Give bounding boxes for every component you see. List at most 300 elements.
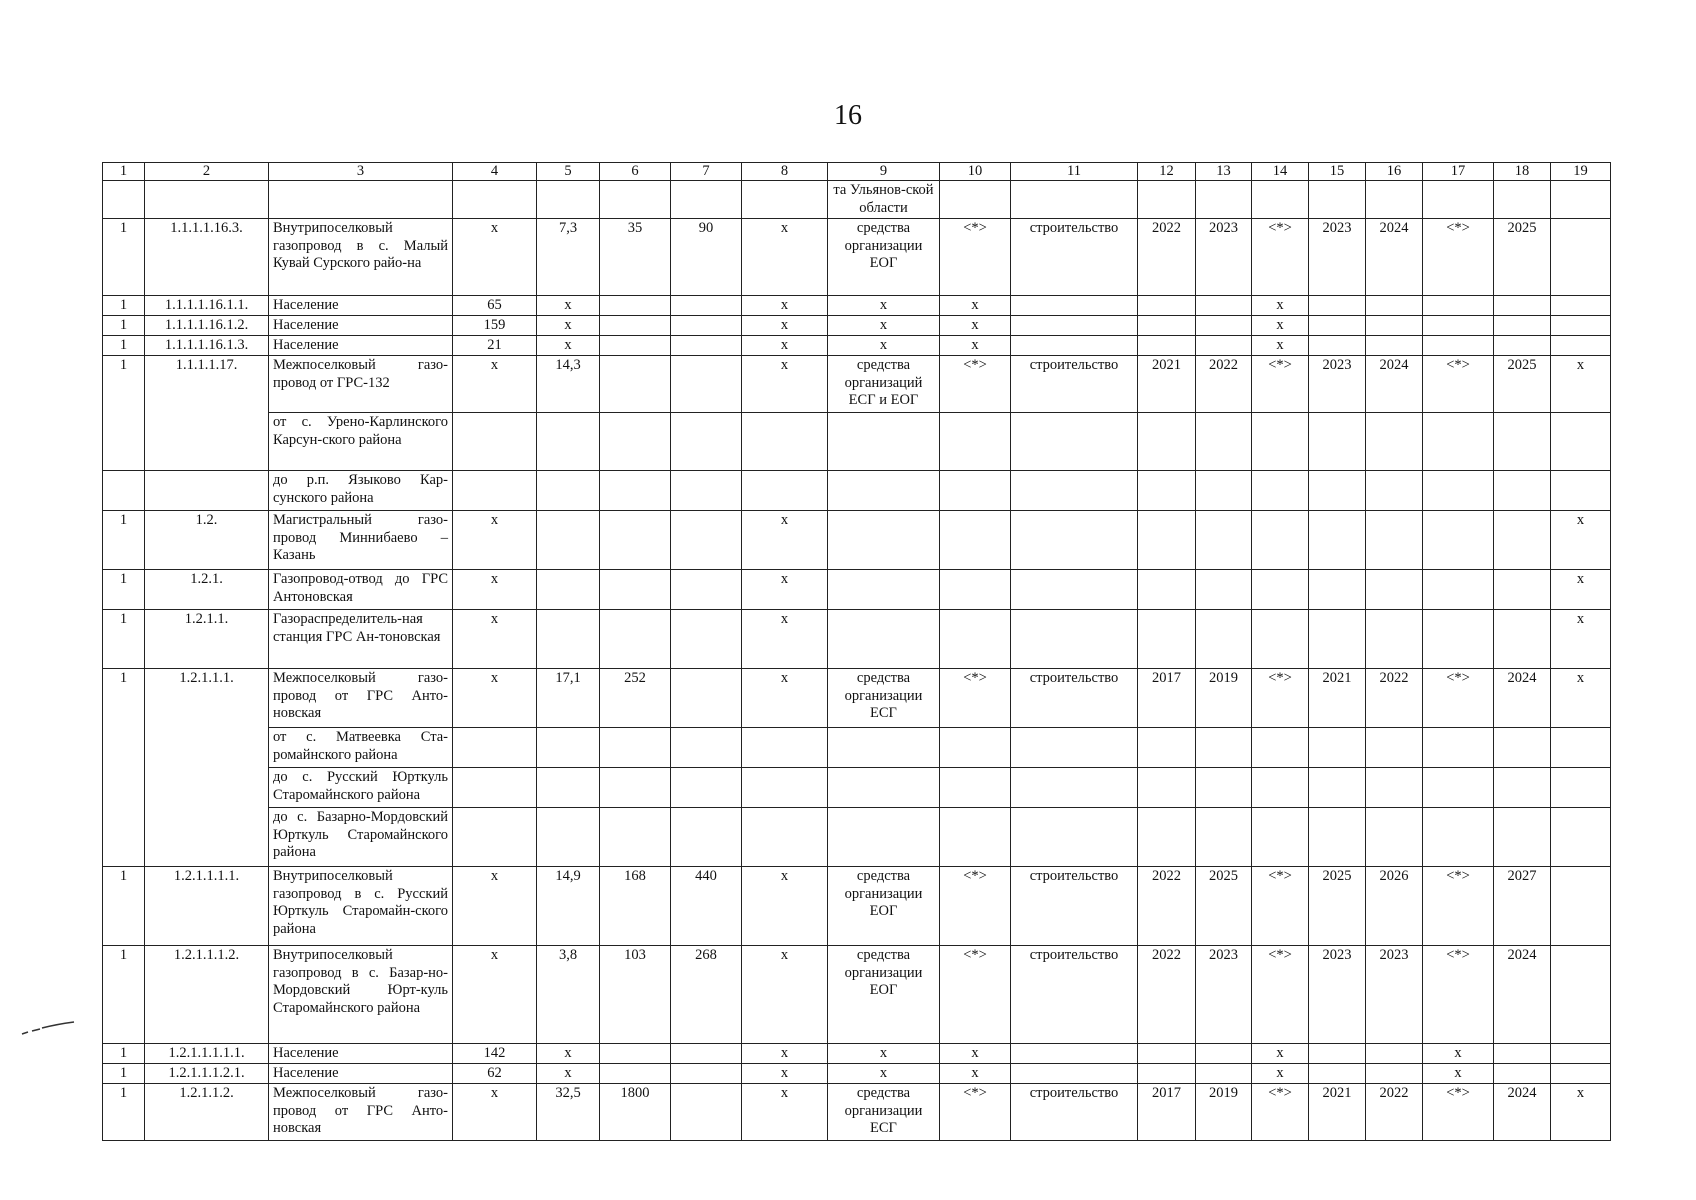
table-cell: <*> (940, 669, 1011, 728)
table-cell (1423, 728, 1494, 768)
table-cell (671, 471, 742, 511)
table-cell: строительство (1011, 356, 1138, 413)
table-cell (1494, 1044, 1551, 1064)
table-cell: от с. Урено-Карлинского Карсун-ского района (269, 413, 453, 471)
table-cell (1423, 296, 1494, 316)
table-cell: средства организации ЕСГ (828, 1084, 940, 1141)
table-cell (103, 413, 145, 471)
table-cell (145, 181, 269, 219)
table-cell: 2017 (1138, 1084, 1196, 1141)
pen-mark (18, 1020, 78, 1040)
table-cell (537, 768, 600, 808)
table-cell (103, 181, 145, 219)
table-cell: 2022 (1366, 1084, 1423, 1141)
table-cell: 2024 (1494, 1084, 1551, 1141)
table-cell (671, 316, 742, 336)
table-cell (1423, 570, 1494, 610)
table-cell: Внутрипоселковый газопровод в с. Малый Кувай Сурского райо-на (269, 219, 453, 296)
table-cell: 1 (103, 610, 145, 669)
table-cell (600, 1064, 671, 1084)
table-cell (671, 610, 742, 669)
table-cell: Магистральный газо-провод Миннибаево – Казань (269, 511, 453, 570)
table-cell (671, 1044, 742, 1064)
table-cell (1366, 610, 1423, 669)
table-cell (537, 808, 600, 867)
table-cell (940, 570, 1011, 610)
table-cell (1309, 316, 1366, 336)
table-cell: 2023 (1309, 946, 1366, 1044)
table-cell (1551, 413, 1611, 471)
table-cell (1252, 570, 1309, 610)
table-cell: 1.2.1. (145, 570, 269, 610)
table-cell (453, 413, 537, 471)
table-cell (1551, 471, 1611, 511)
table-cell: х (828, 336, 940, 356)
table-cell (1494, 808, 1551, 867)
table-cell (1011, 1044, 1138, 1064)
table-cell (742, 808, 828, 867)
table-cell: Население (269, 336, 453, 356)
table-cell (453, 768, 537, 808)
table-cell (1138, 316, 1196, 336)
table-cell: х (742, 1064, 828, 1084)
table-cell: 1 (103, 570, 145, 610)
table-cell (828, 768, 940, 808)
table-cell: 1.2.1.1.1.1.1. (145, 1044, 269, 1064)
table-cell (828, 511, 940, 570)
table-cell (145, 768, 269, 808)
table-cell: 1.1.1.1.17. (145, 356, 269, 413)
table-cell (671, 181, 742, 219)
table-cell: х (1423, 1044, 1494, 1064)
table-cell (453, 808, 537, 867)
table-cell: х (453, 946, 537, 1044)
table-cell: х (1252, 316, 1309, 336)
header-cell: 1 (103, 163, 145, 181)
table-cell (1551, 316, 1611, 336)
table-cell (537, 728, 600, 768)
table-cell: х (1551, 511, 1611, 570)
table-cell: <*> (940, 946, 1011, 1044)
table-cell (940, 728, 1011, 768)
table-cell (537, 471, 600, 511)
table-cell (1138, 728, 1196, 768)
table-cell (537, 413, 600, 471)
table-cell: Газораспределитель-ная станция ГРС Ан-тоновская (269, 610, 453, 669)
table-cell: х (453, 511, 537, 570)
table-cell: средства организации ЕСГ (828, 669, 940, 728)
table-cell (671, 511, 742, 570)
table-cell (1309, 1064, 1366, 1084)
table-cell: 1 (103, 356, 145, 413)
table-cell: х (1551, 356, 1611, 413)
table-cell: 62 (453, 1064, 537, 1084)
table-cell: х (1252, 296, 1309, 316)
table-cell: х (537, 296, 600, 316)
table-cell (1196, 610, 1252, 669)
table-cell (1196, 296, 1252, 316)
table-cell (600, 316, 671, 336)
table-cell: 1 (103, 1044, 145, 1064)
table-cell (671, 808, 742, 867)
table-cell (940, 768, 1011, 808)
table-cell: 168 (600, 867, 671, 946)
table-cell (269, 181, 453, 219)
table-cell (1196, 336, 1252, 356)
table-cell: х (742, 296, 828, 316)
table-cell: х (940, 1044, 1011, 1064)
table-cell: 2019 (1196, 669, 1252, 728)
table-cell (1138, 181, 1196, 219)
table-row (103, 356, 1611, 413)
table-cell (1551, 219, 1611, 296)
table-cell: х (1551, 610, 1611, 669)
table-cell: 1 (103, 867, 145, 946)
table-cell: х (742, 1044, 828, 1064)
table-cell: 32,5 (537, 1084, 600, 1141)
table-cell: <*> (1423, 946, 1494, 1044)
table-cell: 2024 (1494, 946, 1551, 1044)
table-cell (940, 610, 1011, 669)
table-cell: х (1551, 669, 1611, 728)
table-cell (1366, 316, 1423, 336)
table-row (103, 669, 1611, 728)
table-cell (145, 471, 269, 511)
table-cell (1309, 471, 1366, 511)
header-cell: 7 (671, 163, 742, 181)
table-cell: х (453, 219, 537, 296)
table-cell (1423, 181, 1494, 219)
table-cell (537, 181, 600, 219)
header-cell: 13 (1196, 163, 1252, 181)
table-cell: х (742, 946, 828, 1044)
table-cell (1366, 296, 1423, 316)
table-cell (1494, 296, 1551, 316)
header-cell: 16 (1366, 163, 1423, 181)
table-cell: 268 (671, 946, 742, 1044)
table-cell: 2023 (1366, 946, 1423, 1044)
table-row (103, 808, 1611, 867)
table-cell: 1.1.1.1.16.1.3. (145, 336, 269, 356)
table-cell (1366, 1044, 1423, 1064)
table-cell (600, 413, 671, 471)
table-cell: <*> (1423, 219, 1494, 296)
table-cell (1423, 413, 1494, 471)
table-cell: 2021 (1138, 356, 1196, 413)
table-row (103, 181, 1611, 219)
table-cell: <*> (940, 356, 1011, 413)
table-cell: <*> (1252, 946, 1309, 1044)
table-cell (742, 181, 828, 219)
table-cell: х (828, 296, 940, 316)
table-cell (103, 471, 145, 511)
table-cell (1196, 768, 1252, 808)
table-cell: х (1423, 1064, 1494, 1084)
table-cell (600, 808, 671, 867)
table-cell: 1.2. (145, 511, 269, 570)
table-cell (1309, 181, 1366, 219)
table-cell (671, 356, 742, 413)
table-cell (1366, 570, 1423, 610)
table-cell (600, 610, 671, 669)
table-cell (1551, 296, 1611, 316)
table-cell: Население (269, 316, 453, 336)
table-cell: х (742, 570, 828, 610)
table-cell: х (742, 316, 828, 336)
table-cell (940, 808, 1011, 867)
table-cell: х (828, 1064, 940, 1084)
table-cell (940, 471, 1011, 511)
table-cell (828, 728, 940, 768)
table-cell (1423, 808, 1494, 867)
data-table (102, 162, 1611, 1141)
table-cell (1494, 413, 1551, 471)
table-cell: 1 (103, 946, 145, 1044)
table-cell: средства организации ЕОГ (828, 946, 940, 1044)
table-cell: 1.2.1.1.1.2.1. (145, 1064, 269, 1084)
table-cell (145, 413, 269, 471)
table-cell (1011, 316, 1138, 336)
table-cell: 1.2.1.1.2. (145, 1084, 269, 1141)
table-cell: 1.2.1.1.1.2. (145, 946, 269, 1044)
table-cell (940, 511, 1011, 570)
table-cell (1011, 181, 1138, 219)
table-cell (1138, 768, 1196, 808)
table-cell: 2024 (1494, 669, 1551, 728)
table-row (103, 610, 1611, 669)
table-cell (1494, 511, 1551, 570)
table-cell: <*> (1423, 867, 1494, 946)
table-cell (1196, 316, 1252, 336)
table-cell (453, 471, 537, 511)
table-cell: х (742, 867, 828, 946)
table-cell (1011, 336, 1138, 356)
table-cell (600, 511, 671, 570)
table-cell: Население (269, 1064, 453, 1084)
table-cell (1138, 808, 1196, 867)
table-cell (1494, 570, 1551, 610)
header-cell: 2 (145, 163, 269, 181)
table-cell: Внутрипоселковый газопровод в с. Русский Юрткуль Старомайн-ского района (269, 867, 453, 946)
table-cell: 1.2.1.1.1.1. (145, 867, 269, 946)
table-cell: Межпоселковый газо-провод от ГРС Анто-новская (269, 1084, 453, 1141)
table-cell: х (742, 511, 828, 570)
table-cell (1252, 181, 1309, 219)
table-row (103, 219, 1611, 296)
table-cell (742, 413, 828, 471)
table-cell: х (537, 316, 600, 336)
table-cell: 2022 (1138, 219, 1196, 296)
header-cell: 15 (1309, 163, 1366, 181)
table-cell (1309, 336, 1366, 356)
table-row (103, 1044, 1611, 1064)
table-row (103, 413, 1611, 471)
table-cell (1196, 471, 1252, 511)
table-cell (1551, 808, 1611, 867)
table-cell (1423, 610, 1494, 669)
table-cell (940, 413, 1011, 471)
table-row (103, 316, 1611, 336)
table-cell: 1 (103, 296, 145, 316)
table-cell (1494, 768, 1551, 808)
table-cell (1309, 1044, 1366, 1064)
table-cell: 2022 (1138, 867, 1196, 946)
table-cell: 2021 (1309, 669, 1366, 728)
table-cell (671, 1064, 742, 1084)
table-cell (828, 471, 940, 511)
table-cell (1366, 768, 1423, 808)
table-cell: х (1551, 1084, 1611, 1141)
table-cell (1494, 610, 1551, 669)
table-cell: х (742, 610, 828, 669)
table-cell: 142 (453, 1044, 537, 1064)
table-cell: х (537, 1064, 600, 1084)
table-cell (828, 413, 940, 471)
page-number: 16 (834, 100, 862, 131)
table-cell: <*> (940, 1084, 1011, 1141)
table-cell (1551, 1064, 1611, 1084)
table-row (103, 768, 1611, 808)
table-cell: Межпоселковый газо-провод от ГРС-132 (269, 356, 453, 413)
table-cell: х (1551, 570, 1611, 610)
table-cell: х (828, 1044, 940, 1064)
header-cell: 8 (742, 163, 828, 181)
table-cell (1309, 728, 1366, 768)
table-cell (1309, 511, 1366, 570)
table-cell (1366, 728, 1423, 768)
table-cell: 440 (671, 867, 742, 946)
table-cell (1011, 1064, 1138, 1084)
table-cell (1011, 808, 1138, 867)
table-cell (1494, 181, 1551, 219)
table-cell: <*> (1252, 219, 1309, 296)
table-cell: строительство (1011, 669, 1138, 728)
table-cell (1366, 471, 1423, 511)
table-cell: х (742, 1084, 828, 1141)
table-cell (1366, 413, 1423, 471)
table-cell: 2027 (1494, 867, 1551, 946)
table-cell: 2017 (1138, 669, 1196, 728)
table-cell (1196, 808, 1252, 867)
table-cell (145, 728, 269, 768)
table-cell (671, 728, 742, 768)
table-cell (671, 336, 742, 356)
table-cell: х (453, 669, 537, 728)
table-cell (1011, 570, 1138, 610)
header-cell: 14 (1252, 163, 1309, 181)
table-cell (1366, 336, 1423, 356)
table-cell: Население (269, 296, 453, 316)
table-row (103, 867, 1611, 946)
table-cell: средства организаций ЕСГ и ЕОГ (828, 356, 940, 413)
table-cell: 1.2.1.1. (145, 610, 269, 669)
table-cell (1196, 1044, 1252, 1064)
table-cell (1252, 728, 1309, 768)
table-cell (1252, 413, 1309, 471)
table-cell: х (940, 296, 1011, 316)
table-row (103, 728, 1611, 768)
table-cell (1309, 610, 1366, 669)
table-cell (1551, 336, 1611, 356)
table-cell (1138, 336, 1196, 356)
table-cell: Внутрипоселковый газопровод в с. Базар-но-Мордовский Юрт-куль Старомайнского района (269, 946, 453, 1044)
table-cell (1252, 610, 1309, 669)
table-cell (537, 511, 600, 570)
table-cell: Газопровод-отвод до ГРС Антоновская (269, 570, 453, 610)
table-cell (1011, 728, 1138, 768)
table-cell (145, 808, 269, 867)
table-cell (1551, 946, 1611, 1044)
table-row (103, 296, 1611, 316)
table-cell (600, 1044, 671, 1064)
table-cell (1366, 181, 1423, 219)
table-cell (600, 471, 671, 511)
table-cell: 159 (453, 316, 537, 336)
table-cell (671, 669, 742, 728)
table-cell (453, 728, 537, 768)
table-row (103, 1064, 1611, 1084)
table-cell: 1 (103, 669, 145, 728)
table-cell: х (1252, 1064, 1309, 1084)
table-cell: средства организации ЕОГ (828, 867, 940, 946)
table-row (103, 471, 1611, 511)
table-cell (1138, 570, 1196, 610)
table-row (103, 946, 1611, 1044)
table-cell (600, 181, 671, 219)
header-cell: 11 (1011, 163, 1138, 181)
table-cell: х (1252, 336, 1309, 356)
table-cell (1551, 181, 1611, 219)
table-cell (1494, 316, 1551, 336)
table-cell: <*> (940, 219, 1011, 296)
table-cell: х (453, 610, 537, 669)
table-cell (671, 413, 742, 471)
table-row (103, 570, 1611, 610)
table-cell: 2021 (1309, 1084, 1366, 1141)
table-cell: 1.1.1.1.16.3. (145, 219, 269, 296)
header-cell: 10 (940, 163, 1011, 181)
table-cell (1196, 181, 1252, 219)
table-cell (103, 728, 145, 768)
header-cell: 9 (828, 163, 940, 181)
table-cell (828, 570, 940, 610)
table-cell: х (453, 867, 537, 946)
table-cell: 2023 (1196, 219, 1252, 296)
table-cell: 2022 (1366, 669, 1423, 728)
table-cell (1252, 768, 1309, 808)
table-cell: х (453, 570, 537, 610)
table-cell (600, 728, 671, 768)
table-cell: 2026 (1366, 867, 1423, 946)
table-cell (1366, 808, 1423, 867)
table-cell: 3,8 (537, 946, 600, 1044)
table-cell (1011, 296, 1138, 316)
table-cell (1309, 768, 1366, 808)
table-cell (1366, 1064, 1423, 1084)
table-row (103, 336, 1611, 356)
header-row (103, 163, 1611, 181)
table-cell: <*> (1252, 1084, 1309, 1141)
table-cell: х (940, 336, 1011, 356)
table-cell: строительство (1011, 946, 1138, 1044)
header-cell: 18 (1494, 163, 1551, 181)
table-cell: 2024 (1366, 219, 1423, 296)
table-cell: 2023 (1309, 356, 1366, 413)
table-cell (742, 471, 828, 511)
table-cell: 1 (103, 316, 145, 336)
table-cell (103, 808, 145, 867)
table-cell (600, 570, 671, 610)
